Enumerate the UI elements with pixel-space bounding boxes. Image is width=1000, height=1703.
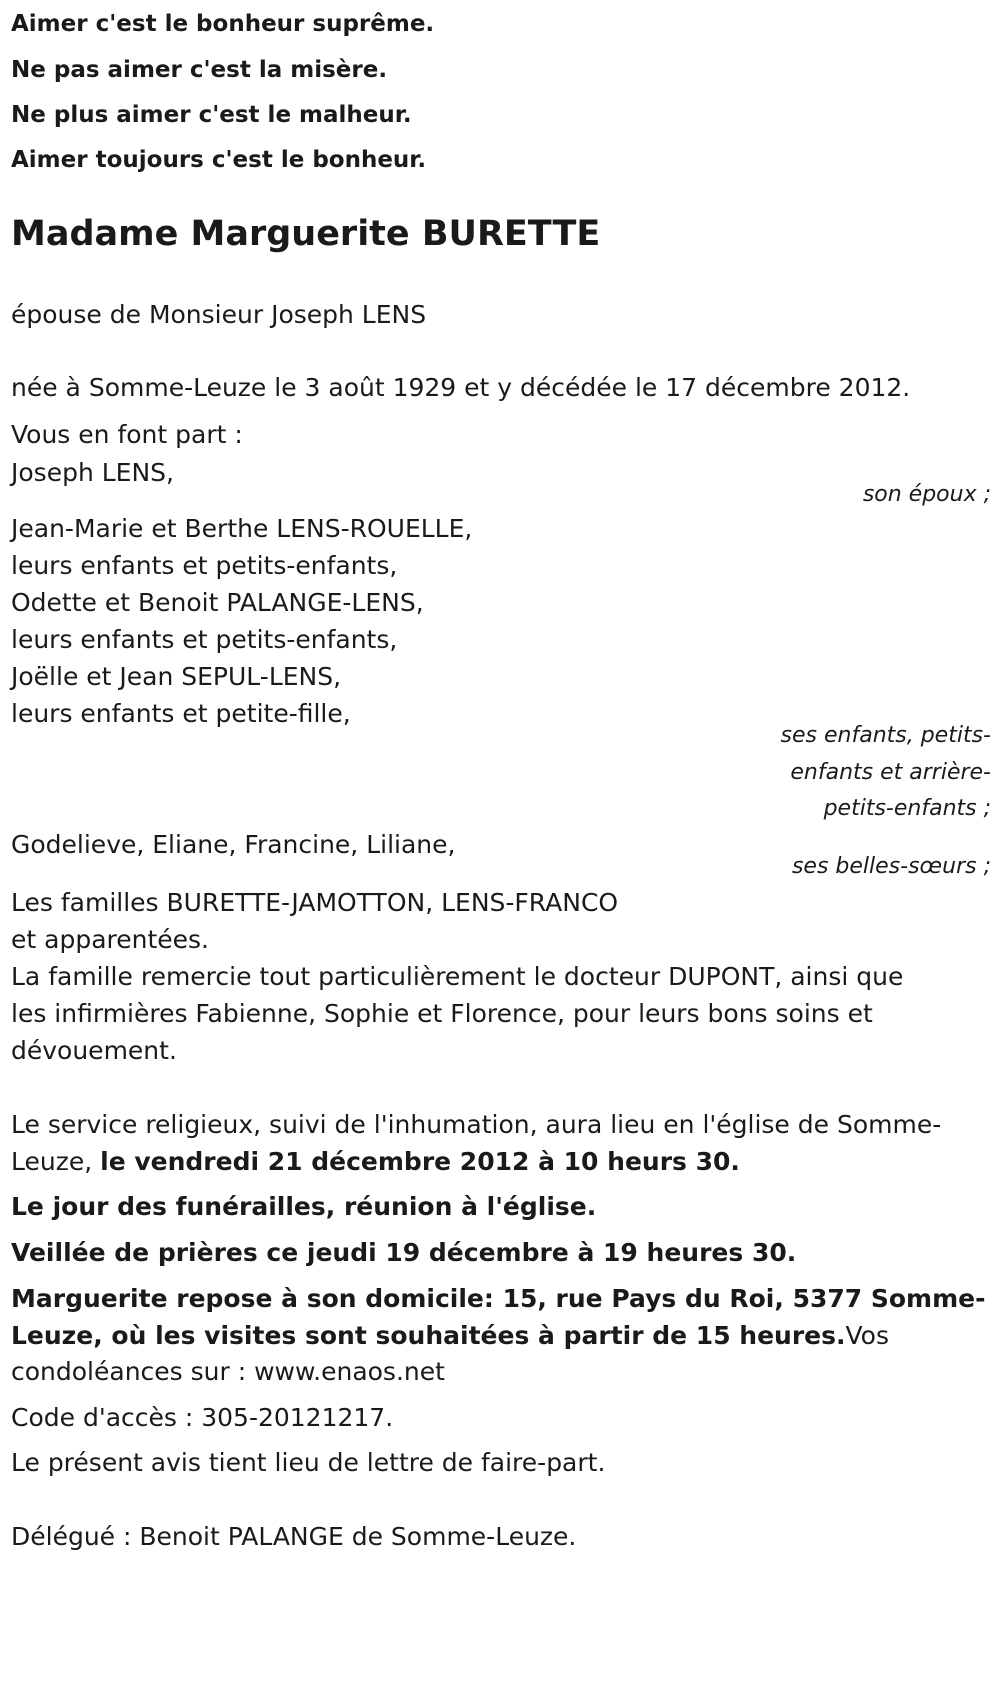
- children-line-1: Jean-Marie et Berthe LENS-ROUELLE,: [11, 514, 473, 543]
- children-role-2: enfants et arrière-: [790, 760, 991, 785]
- thanks-line-3: dévouement.: [11, 1036, 177, 1065]
- children-role-1: ses enfants, petits-: [780, 723, 991, 748]
- service-line-1: Le service religieux, suivi de l'inhumation, aura lieu en l'église de Somme-: [11, 1110, 942, 1139]
- families-line-2: et apparentées.: [11, 925, 209, 954]
- husband-role: son époux ;: [862, 482, 991, 507]
- condolences-prefix: Vos: [845, 1321, 889, 1350]
- delegate-line: Délégué : Benoit PALANGE de Somme-Leuze.: [11, 1522, 577, 1551]
- service-date-text: le vendredi 21 décembre 2012 à 10 heurs 30.: [100, 1147, 740, 1176]
- rest-visits-text: Leuze, où les visites sont souhaitées à partir de 15 heures.: [11, 1321, 846, 1350]
- announce-line: Vous en font part :: [11, 420, 243, 449]
- service-line-2: [11, 1147, 740, 1177]
- families-line-1: Les familles BURETTE-JAMOTTON, LENS-FRANCO: [11, 888, 619, 917]
- thanks-line-2: les infirmières Fabienne, Sophie et Florence, pour leurs bons soins et: [11, 999, 873, 1028]
- poem-line-2: Ne pas aimer c'est la misère.: [11, 57, 388, 83]
- poem-line-3: Ne plus aimer c'est le malheur.: [11, 102, 412, 128]
- service-place-text: Leuze,: [11, 1147, 101, 1176]
- children-line-5: Joëlle et Jean SEPUL-LENS,: [11, 662, 342, 691]
- birth-death-line: née à Somme-Leuze le 3 août 1929 et y décédée le 17 décembre 2012.: [11, 373, 911, 402]
- rest-line-2: [11, 1321, 889, 1351]
- rest-line-1: Marguerite repose à son domicile: 15, rue Pays du Roi, 5377 Somme-: [11, 1284, 986, 1313]
- children-line-4: leurs enfants et petits-enfants,: [11, 625, 398, 654]
- condolences-line: condoléances sur : www.enaos.net: [11, 1357, 445, 1386]
- husband-name: Joseph LENS,: [11, 458, 174, 487]
- poem-line-4: Aimer toujours c'est le bonheur.: [11, 147, 427, 173]
- spouse-line: épouse de Monsieur Joseph LENS: [11, 300, 427, 329]
- poem-line-1: Aimer c'est le bonheur suprême.: [11, 11, 435, 37]
- notice-line: Le présent avis tient lieu de lettre de faire-part.: [11, 1448, 606, 1477]
- funeral-day-line: Le jour des funérailles, réunion à l'église.: [11, 1192, 597, 1221]
- children-line-2: leurs enfants et petits-enfants,: [11, 551, 398, 580]
- deceased-name: Madame Marguerite BURETTE: [11, 214, 601, 254]
- children-line-3: Odette et Benoit PALANGE-LENS,: [11, 588, 424, 617]
- children-line-6: leurs enfants et petite-fille,: [11, 699, 351, 728]
- access-code-line: Code d'accès : 305-20121217.: [11, 1403, 394, 1432]
- thanks-line-1: La famille remercie tout particulièrement le docteur DUPONT, ainsi que: [11, 962, 904, 991]
- sisters-line: Godelieve, Eliane, Francine, Liliane,: [11, 830, 456, 859]
- children-role-3: petits-enfants ;: [823, 796, 991, 821]
- sisters-role: ses belles-sœurs ;: [791, 854, 991, 879]
- vigil-line: Veillée de prières ce jeudi 19 décembre à 19 heures 30.: [11, 1238, 797, 1267]
